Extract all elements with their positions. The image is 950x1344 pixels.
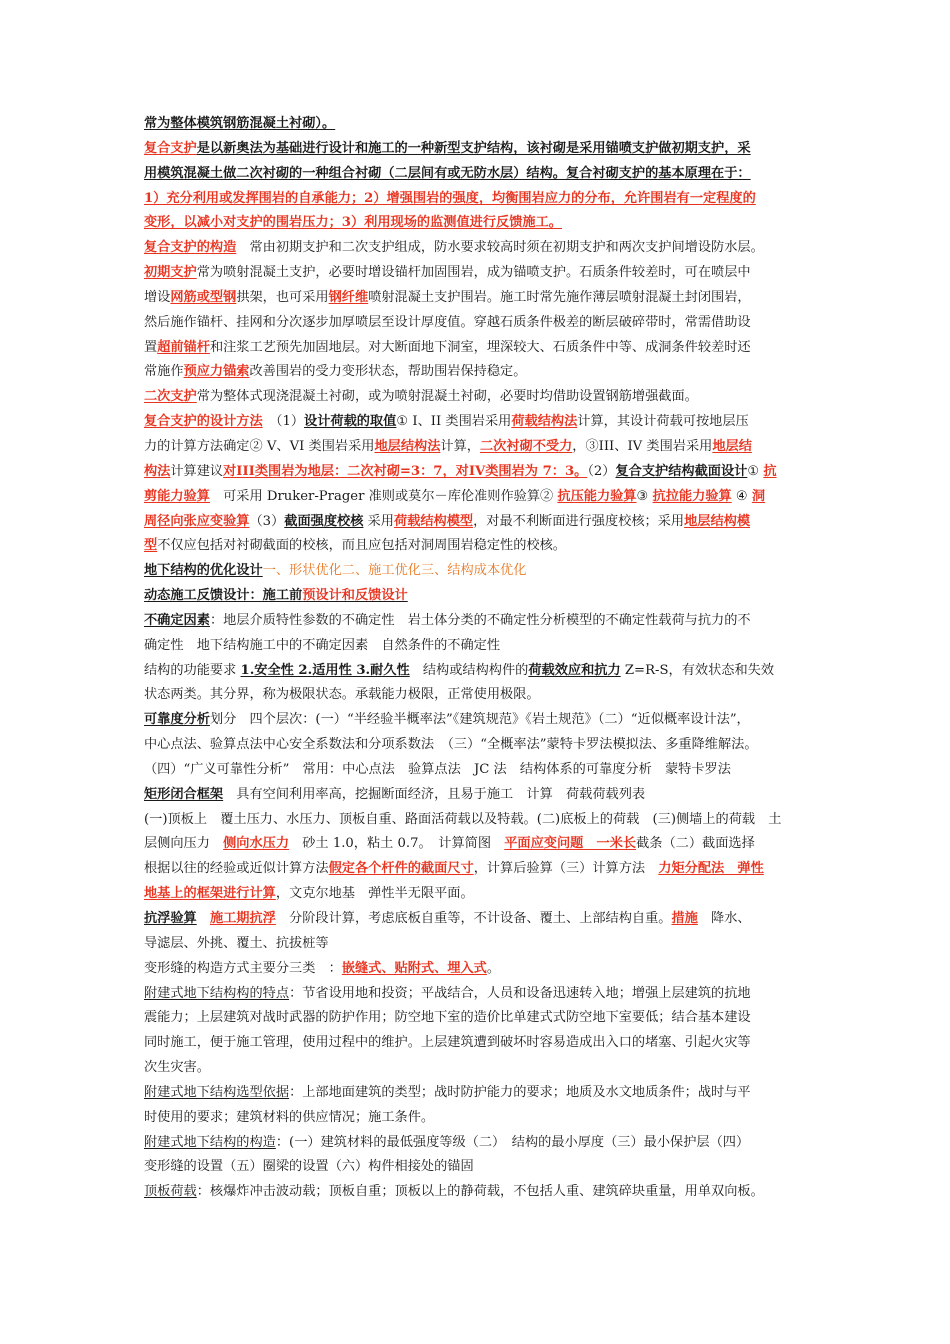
text-segment: 地层结构模 <box>684 513 751 529</box>
text-segment: Z=R-S，有效状态和失效 <box>620 662 775 678</box>
text-segment: 假定各个杆件的截面尺寸 <box>328 861 474 877</box>
text-line <box>144 783 808 808</box>
text-segment: 状态两类。其分界，称为极限状态。承载能力极限，正常使用极限。 <box>144 687 540 703</box>
text-line <box>144 187 808 212</box>
text-line <box>144 609 808 634</box>
text-segment: 抗拉能力验算 <box>652 488 732 504</box>
text-segment: ：上部地面建筑的类型；战时防护能力的要求；地质及水文地质条件；战时与平 <box>289 1084 751 1100</box>
text-segment: ，对最不利断面进行强度校核；采用 <box>473 513 685 529</box>
text-segment: ：核爆炸冲击波动载；顶板自重；顶板以上的静荷载，不包括人重、建筑碎块重量，用单双向板。 <box>196 1184 764 1200</box>
text-segment: ，计算后验算（三）计算方法 <box>473 861 659 877</box>
text-segment: 周径向张应变验算 <box>144 513 250 529</box>
text-segment: 复合支护 <box>144 140 197 156</box>
text-segment: 不确定因素 <box>144 612 210 628</box>
text-segment: 拱架，也可采用 <box>236 289 329 305</box>
text-segment: 采用 <box>363 513 394 529</box>
text-segment: 根据以往的经验或近似计算方法 <box>144 861 329 877</box>
document-page <box>144 112 808 1205</box>
text-line <box>144 957 808 982</box>
text-segment: 可靠度分析 <box>144 712 210 728</box>
text-segment: 分阶段计算，考虑底板自重等，不计设备、覆土、上部结构自重。 <box>275 911 672 926</box>
text-segment: 时使用的要求；建筑材料的供应情况；施工条件。 <box>144 1109 435 1125</box>
text-line <box>144 634 808 659</box>
text-segment: 同时施工，便于施工管理，使用过程中的维护。上层建筑遭到破坏时容易造成出入口的堵塞、引起火灾等 <box>144 1035 751 1051</box>
text-line <box>144 758 808 783</box>
text-segment: 不仅应包括对衬砌截面的校核，而且应包括对洞周围岩稳定性的校核。 <box>157 538 566 554</box>
text-segment: 降水、 <box>697 911 751 926</box>
text-segment: 震能力；上层建筑对战时武器的防护作用；防空地下室的造价比单建式式防空地下室要低；结合基本建设 <box>144 1010 751 1026</box>
text-line <box>144 1155 808 1180</box>
text-segment: 超前锚杆 <box>157 339 210 355</box>
text-segment: 附建式地下结构构的特点 <box>144 985 290 1001</box>
text-line <box>144 460 808 485</box>
text-segment: 二次衬砌不受力 <box>479 438 573 454</box>
text-segment: 抗浮验算 <box>144 911 197 926</box>
text-line <box>144 808 808 833</box>
text-segment: 附建式地下结构选型依据 <box>144 1084 290 1100</box>
text-line <box>144 982 808 1007</box>
text-segment: （1） <box>262 414 305 430</box>
text-segment: 网筋或型钢 <box>170 289 237 305</box>
text-segment: 平面应变问题 一米长 <box>504 836 637 852</box>
text-segment: 结构的功能要求 <box>144 662 241 678</box>
text-line <box>144 236 808 261</box>
text-line <box>144 1106 808 1131</box>
text-segment: 1）充分利用或发挥围岩的自承能力；2）增强围岩的强度，均衡围岩应力的分布，允许围岩有一定程度的 <box>144 190 756 206</box>
text-segment: ：地层介质特性参数的不确定性 岩土体分类的不确定性分析模型的不确定性载荷与抗力的不 <box>209 612 751 628</box>
text-segment: 施工期抗浮 <box>209 911 276 926</box>
text-line <box>144 857 808 882</box>
text-segment: 对III类围岩为地层：二次衬砌=3：7，对IV类围岩为 7：3。 <box>223 463 588 479</box>
text-segment: 型 <box>144 538 158 554</box>
text-segment: 结构或结构构件的 <box>409 662 529 678</box>
text-line <box>144 932 808 957</box>
text-segment: ① <box>747 463 764 479</box>
text-line <box>144 261 808 286</box>
text-segment: 导滤层、外挑、覆土、抗拔桩等 <box>144 935 329 951</box>
text-segment: ③ <box>636 488 653 504</box>
text-segment: 荷载结构法 <box>511 414 578 430</box>
text-segment: 预应力锚索 <box>183 364 250 380</box>
text-segment: 中心点法、验算点法中心安全系数法和分项系数法 （三）“全概率法”蒙特卡罗法模拟法、多重降维解法。 <box>144 737 758 753</box>
text-segment: 常施作 <box>144 364 184 380</box>
text-segment: 抗压能力验算 <box>557 488 637 504</box>
text-segment: 和注浆工艺预先加固地层。对大断面地下洞室，埋深较大、石质条件中等、成洞条件较差时还 <box>209 339 751 355</box>
text-segment: 嵌缝式、贴附式、埋入式 <box>341 960 487 976</box>
text-line <box>144 137 808 162</box>
text-segment: 然后施作锚杆、挂网和分次逐步加厚喷层至设计厚度值。穿越石质条件极差的断层破碎带时，常需借助设 <box>144 314 751 330</box>
text-line <box>144 1131 808 1156</box>
text-segment: 剪能力验算 <box>144 488 210 504</box>
text-segment: 变形缝的设置（五）圈梁的设置（六）构件相接处的锚固 <box>144 1159 474 1175</box>
text-line <box>144 683 808 708</box>
text-line <box>144 659 808 684</box>
text-segment: 具有空间利用率高，挖掘断面经济，且易于施工 计算 荷载荷载列表 <box>223 786 646 802</box>
text-line <box>144 485 808 510</box>
text-segment: 增设 <box>144 289 171 305</box>
text-segment: 地层结 <box>712 438 752 454</box>
text-segment: 荷载效应和抗力 <box>528 662 621 678</box>
text-segment: 变形，以减小对支护的围岩压力；3）利用现场的监测值进行反馈施工。 <box>144 215 562 231</box>
text-line <box>144 534 808 559</box>
text-line <box>144 435 808 460</box>
text-segment: 喷射混凝土支护围岩。施工时常先施作薄层喷射混凝土封闭围岩， <box>368 289 751 305</box>
text-line <box>144 1031 808 1056</box>
text-segment: 初期支护 <box>144 265 197 281</box>
text-segment: 常为整体式现浇混凝土衬砌，或为喷射混凝土衬砌，必要时均借助设置钢筋增强截面。 <box>196 389 698 405</box>
text-segment: 荷载结构模型 <box>393 513 474 529</box>
text-segment: 二次支护 <box>144 389 197 405</box>
text-segment: 是以新奥法为基础进行设计和施工的一种新型支护结构，该衬砌是采用锚喷支护做初期支护，采 <box>196 140 751 156</box>
text-segment: 复合支护结构截面设计 <box>615 463 748 479</box>
text-line <box>144 1056 808 1081</box>
text-segment: ，文克尔地基 弹性半无限平面。 <box>275 886 474 902</box>
text-segment: 地基上的框架进行计算 <box>144 886 276 902</box>
text-line <box>144 162 808 187</box>
text-segment: 侧向水压力 <box>223 836 290 852</box>
text-segment: 洞 <box>751 488 766 504</box>
text-segment: 常为喷射混凝土支护，必要时增设锚杆加固围岩，成为锚喷支护。石质条件较差时，可在喷层中 <box>196 265 751 281</box>
text-segment: 次生灾害。 <box>144 1060 210 1076</box>
text-segment: ：(一）建筑材料的最低强度等级（二） 结构的最小厚度（三）最小保护层（四） <box>275 1134 750 1150</box>
text-segment: 1.安全性 2.适用性 3.耐久性 <box>240 662 410 678</box>
text-segment: 可采用 Druker-Prager 准则或莫尔－库伦准则作验算② <box>209 488 558 504</box>
text-line <box>144 360 808 385</box>
text-segment: 复合支护的构造 <box>144 240 237 256</box>
text-segment: 设计荷载的取值 <box>304 414 397 430</box>
text-line <box>144 211 808 236</box>
text-segment: 复合支护的设计方法 <box>144 414 263 430</box>
text-segment: （2） <box>587 463 616 479</box>
text-segment: 计算， <box>440 438 480 454</box>
text-line <box>144 1081 808 1106</box>
text-segment: 常由初期支护和二次支护组成，防水要求较高时须在初期支护和两次支护间增设防水层。 <box>236 240 764 256</box>
text-line <box>144 286 808 311</box>
text-segment: （四）“广义可靠性分析” 常用：中心点法 验算点法 JC 法 结构体系的可靠度分析 蒙特卡罗法 <box>144 761 731 777</box>
text-segment: 常为整体模筑钢筋混凝土衬砌）。 <box>144 116 336 131</box>
text-line <box>144 708 808 733</box>
text-segment: 地下结构的优化设计 <box>144 563 263 579</box>
text-line <box>144 510 808 535</box>
text-segment: 计算，其设计荷载可按地层压 <box>577 414 749 430</box>
text-line <box>144 559 808 584</box>
text-segment: 确定性 地下结构施工中的不确定因素 自然条件的不确定性 <box>144 637 501 653</box>
text-line <box>144 1180 808 1205</box>
text-line <box>144 410 808 435</box>
text-segment: 措施 <box>671 911 698 926</box>
text-line <box>144 336 808 361</box>
text-segment: (一)顶板上 覆土压力、水压力、顶板自重、路面活荷载以及特载。(二)底板上的荷载 (三)侧墙上的荷载 土 <box>144 811 782 827</box>
text-line <box>144 112 808 137</box>
text-segment: ，③III、IV 类围岩采用 <box>572 438 713 454</box>
text-segment: 划分 四个层次：(一）“半经验半概率法”《建筑规范》《岩土规范》（二）“近似概率设计法”， <box>209 712 750 728</box>
text-segment: 矩形闭合框架 <box>144 786 224 802</box>
text-segment: 顶板荷载 <box>144 1184 197 1200</box>
text-segment: 砂土 1.0，粘土 0.7。 计算简图 <box>289 836 505 852</box>
text-line <box>144 311 808 336</box>
text-segment: 构法 <box>144 463 171 479</box>
text-line <box>144 1006 808 1031</box>
text-segment: 动态施工反馈设计：施工前 <box>144 588 303 604</box>
text-segment: 。 <box>486 960 501 976</box>
text-line <box>144 907 808 932</box>
text-segment: 用模筑混凝土做二次衬砌的一种组合衬砌（二层间有或无防水层）结构。复合衬砌支护的基本原理在于： <box>144 165 751 181</box>
text-line <box>144 385 808 410</box>
text-segment: 变形缝的构造方式主要分三类 ： <box>144 960 342 976</box>
text-segment: ：节省设用地和投资；平战结合，人员和设备迅速转入地；增强上层建筑的抗地 <box>289 985 751 1001</box>
text-segment: 置 <box>144 339 158 355</box>
text-segment: 力的计算方法确定② V、VI 类围岩采用 <box>144 438 375 454</box>
text-segment: 改善围岩的受力变形状态，帮助围岩保持稳定。 <box>249 364 527 380</box>
text-segment: 钢纤维 <box>328 289 369 305</box>
text-line <box>144 733 808 758</box>
text-segment: 截面强度校核 <box>284 513 364 529</box>
text-segment: 附建式地下结构的构造 <box>144 1134 276 1150</box>
text-segment: ① I、II 类围岩采用 <box>396 414 512 430</box>
text-segment: 一、形状优化二、施工优化三、结构成本优化 <box>262 563 527 579</box>
text-line <box>144 832 808 857</box>
text-segment: 地层结构法 <box>374 438 441 454</box>
text-line <box>144 882 808 907</box>
text-segment: 计算建议 <box>170 463 224 479</box>
text-segment: （3） <box>249 513 285 529</box>
text-segment: 预设计和反馈设计 <box>302 588 408 604</box>
text-segment: 层侧向压力 <box>144 836 224 852</box>
text-segment: 截条（二）截面选择 <box>636 836 755 852</box>
text-segment <box>197 911 210 926</box>
text-segment: 力矩分配法 弹性 <box>658 861 764 877</box>
text-line <box>144 584 808 609</box>
text-segment: ④ <box>731 488 752 504</box>
text-segment: 抗 <box>763 463 777 479</box>
